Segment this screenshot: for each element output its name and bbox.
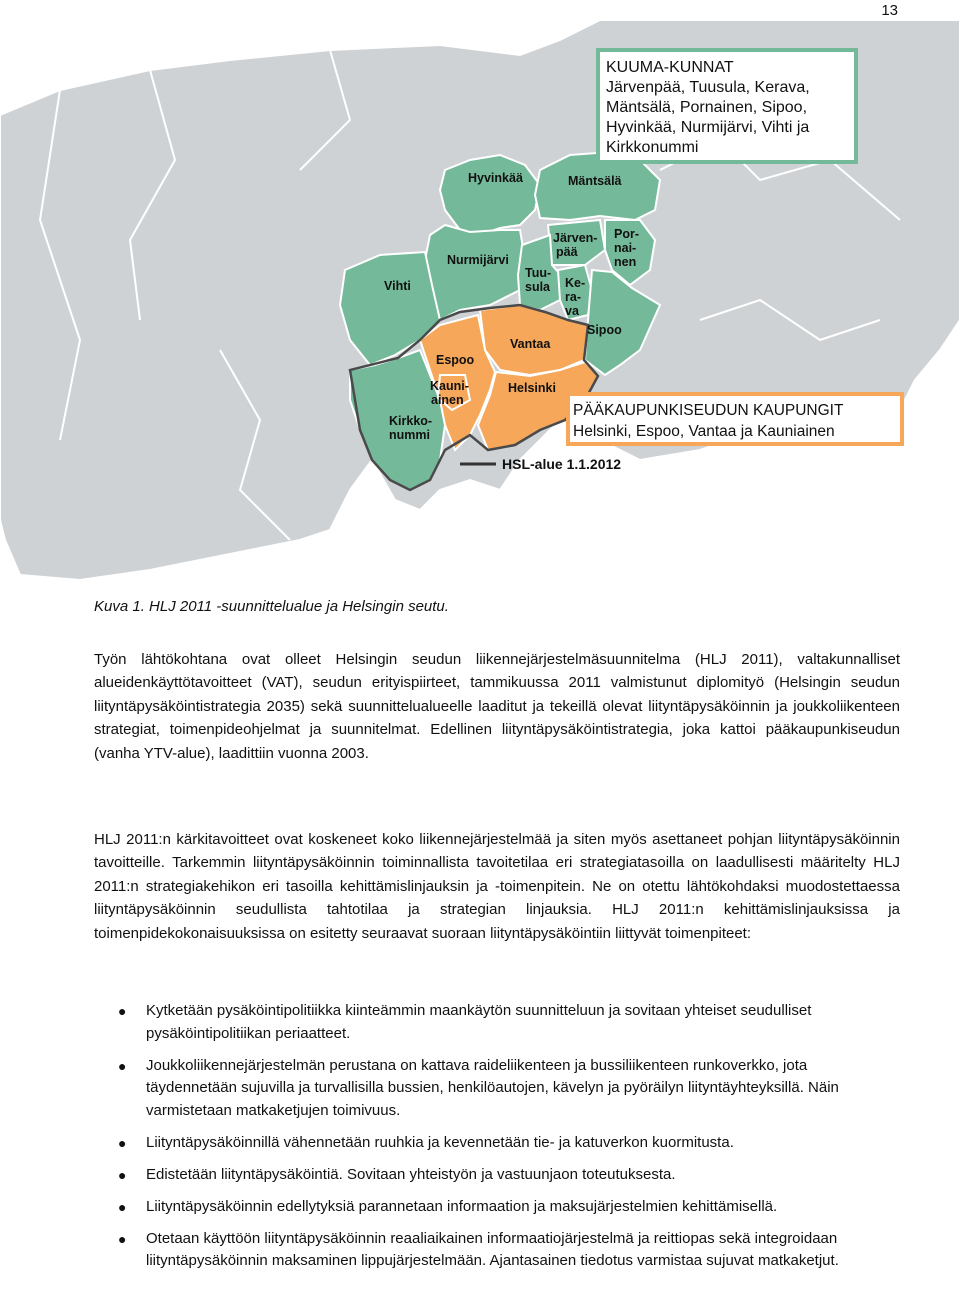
label-pornainen-2: nai- (614, 241, 637, 255)
list-item-text: Edistetään liityntäpysäköintiä. Sovitaan yhteistyön ja vastuunjaon toteutuksesta. (146, 1165, 676, 1183)
label-tuusula-2: sula (525, 280, 551, 294)
label-kirkkonummi-1: Kirkko- (389, 414, 433, 428)
bullet-icon: ● (118, 1230, 127, 1247)
kuuma-legend-title: KUUMA-KUNNAT (606, 59, 734, 76)
figure-caption: Kuva 1. HLJ 2011 -suunnittelualue ja Helsingin seutu. (94, 598, 449, 615)
list-item (94, 1196, 900, 1219)
map-svg (0, 20, 960, 590)
list-item-text: Otetaan käyttöön liityntäpysäköinnin reaaliaikainen informaatiojärjestelmä ja reittiopas sekä integroidaan liityntäpysäköinnin maksaminen lippujärjestelmään. Ajantasainen tiedotus varmistaa sujuvat matkaketjut. (146, 1229, 839, 1269)
list-item (94, 1132, 900, 1155)
hsl-legend-text: HSL-alue 1.1.2012 (502, 456, 622, 472)
label-jarvenpaa-1: Järven- (553, 231, 598, 245)
label-kirkkonummi-2: nummi (389, 428, 430, 442)
label-vihti: Vihti (384, 279, 411, 293)
list-item-text: Kytketään pysäköintipolitiikka kiinteämmin maankäytön suunnitteluun ja sovitaan yhteiset seudulliset pysäköintipolitiikan periaatteet. (146, 1002, 812, 1042)
capital-legend-title: PÄÄKAUPUNKISEUDUN KAUPUNGIT (573, 402, 844, 419)
label-pornainen-1: Por- (614, 227, 639, 241)
label-espoo: Espoo (436, 353, 475, 367)
label-mantsala: Mäntsälä (568, 174, 622, 188)
label-kauniainen-2: ainen (431, 393, 464, 407)
capital-legend-line: Helsinki, Espoo, Vantaa ja Kauniainen (573, 423, 835, 440)
label-pornainen-3: nen (614, 255, 637, 269)
bullet-icon: ● (118, 1003, 127, 1019)
list-item (94, 1000, 900, 1045)
list-item-text: Liityntäpysäköinnillä vähennetään ruuhkia ja kevennetään tie- ja katuverkon kuormitusta. (146, 1133, 734, 1151)
kuuma-legend-line-4: Kirkkonummi (606, 139, 699, 156)
list-item-text: Liityntäpysäköinnin edellytyksiä parannetaan informaation ja maksujärjestelmien kehittämisellä. (146, 1197, 778, 1215)
label-jarvenpaa-2: pää (556, 245, 578, 259)
bullet-icon: ● (118, 1198, 127, 1215)
page-number: 13 (881, 2, 898, 19)
label-nurmijarvi: Nurmijärvi (447, 253, 509, 267)
bullet-icon: ● (118, 1166, 127, 1183)
bullet-icon: ● (118, 1057, 127, 1074)
kuuma-legend-line-3: Hyvinkää, Nurmijärvi, Vihti ja (606, 119, 810, 136)
list-item (94, 1164, 900, 1187)
label-hyvinkaa: Hyvinkää (468, 171, 523, 185)
label-kerava-2: ra- (565, 290, 581, 304)
measures-list (94, 1000, 900, 1282)
label-tuusula-1: Tuu- (525, 266, 552, 280)
kuuma-legend-line-1: Järvenpää, Tuusula, Kerava, (606, 79, 810, 96)
paragraph-2: HLJ 2011:n kärkitavoitteet ovat koskeneet koko liikennejärjestelmää ja siten myös asettaneet pohjan liityntäpysäköinnin tavoitteille. Tarkemmin liityntäpysäköinnin toiminnallista tavoitetilaa eri strategiatasoilla on laadullisesti määritelty HLJ 2011:n strategiakehikon eri tasoilla kehittämislinjauksin ja -toimenpitein. Ne on otettu lähtökohdaksi muodostettaessa liityntäpysäköinnin seudullista tahtotilaa ja strategian linjauksia. HLJ 2011:n kehittämislinjauksissa ja toimenpidekokonaisuuksissa on esitetty seuraavat suoraan liityntäpysäköintiin liittyvät toimenpiteet: (94, 831, 900, 942)
list-item (94, 1055, 900, 1123)
list-item (94, 1228, 900, 1273)
region-map (0, 20, 960, 590)
list-item-text: Joukkoliikennejärjestelmän perustana on kattava raideliikenteen ja bussiliikenteen runkoverkko, jota täydennetään sujuvilla ja turvallisilla bussien, henkilöautojen, kävelyn ja pyöräilyn liityntäyhteyksillä. Näin varmistetaan matkaketjujen toimivuus. (146, 1056, 839, 1119)
label-helsinki: Helsinki (508, 381, 556, 395)
paragraph-1: Työn lähtökohtana ovat olleet Helsingin seudun liikennejärjestelmäsuunnitelma (HLJ 2011), valtakunnalliset alueidenkäyttötavoitteet (VAT), seudun erityispiirteet, tammikuussa 2011 valmistunut diplomityö (Helsingin seudun liityntäpysäköintistrategia 2035) sekä suunnittelualueelle laaditut ja tekeillä olevat liityntäpysäköinnin ja joukkoliikenteen strategiat, toimenpideohjelmat ja suunnitelmat. Edellinen liityntäpysäköintistrategia, joka kattoi pääkaupunkiseudun (vanha YTV-alue), laadittiin vuonna 2003. (94, 651, 900, 762)
label-kerava-1: Ke- (565, 276, 586, 290)
kuuma-legend-line-2: Mäntsälä, Pornainen, Sipoo, (606, 99, 808, 116)
label-sipoo: Sipoo (587, 323, 622, 337)
label-kerava-3: va (565, 304, 579, 318)
label-kauniainen-1: Kauni- (430, 379, 469, 393)
label-vantaa: Vantaa (510, 337, 551, 351)
bullet-icon: ● (118, 1134, 127, 1151)
